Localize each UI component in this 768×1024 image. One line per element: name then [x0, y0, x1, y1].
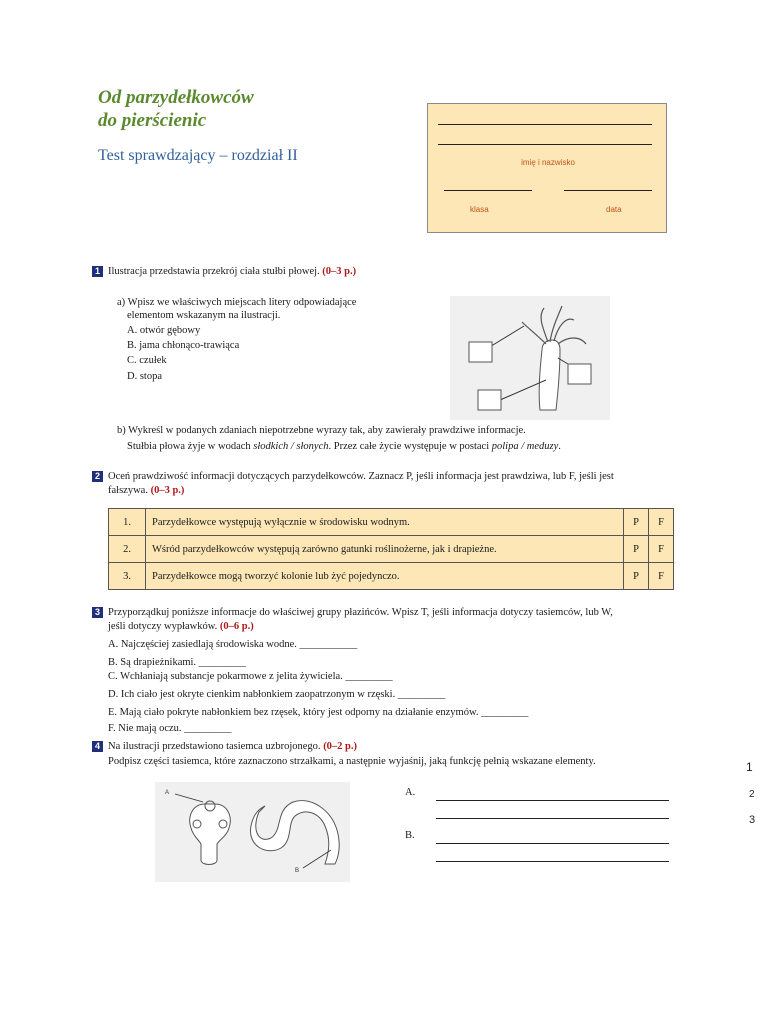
hydra-illustration	[450, 296, 610, 420]
row-number: 2.	[109, 536, 146, 563]
question-2-number: 2	[92, 471, 103, 482]
answer-line-a2[interactable]	[436, 818, 669, 819]
date-label: data	[606, 205, 622, 214]
q1-b-choice-1[interactable]: słodkich / słonych	[253, 441, 329, 452]
question-4-prompt: Na ilustracji przedstawiono tasiemca uzbrojonego.	[108, 741, 321, 752]
question-2-line2	[108, 484, 184, 497]
document-subtitle: Test sprawdzający – rozdział II	[98, 147, 298, 164]
question-3-number: 3	[92, 607, 103, 618]
q3-item-c[interactable]: C. Wchłaniają substancje pokarmowe z jelita żywiciela. _________	[108, 671, 393, 682]
question-3-prompt-end: jeśli dotyczy wypławków.	[108, 621, 218, 632]
q1-a-line1: a) Wpisz we właściwych miejscach litery odpowiadające	[117, 297, 357, 308]
class-line[interactable]	[444, 190, 532, 191]
table-row	[109, 563, 674, 590]
name-line-1[interactable]	[438, 124, 652, 125]
question-3-line1: Przyporządkuj poniższe informacje do właściwej grupy płazińców. Wpisz T, jeśli informacja dotyczy tasiemców, lub W,	[108, 607, 613, 618]
side-number-1: 1	[746, 760, 753, 774]
q1-b-line1: b) Wykreśl w podanych zdaniach niepotrzebne wyrazy tak, aby zawierały prawdziwe informacje.	[117, 425, 526, 436]
false-option[interactable]: F	[649, 563, 674, 590]
date-line[interactable]	[564, 190, 652, 191]
q1-b-text-1: Stułbia płowa żyje w wodach	[127, 441, 254, 452]
question-4-line2: Podpisz części tasiemca, które zaznaczono strzałkami, a następnie wyjaśnij, jaką funkcję pełnią wskazane elementy.	[108, 756, 596, 767]
q1-a-line2: elementom wskazanym na ilustracji.	[127, 310, 281, 321]
question-2-line1: Oceń prawdziwość informacji dotyczących parzydełkowców. Zaznacz P, jeśli informacja jest prawdziwa, lub F, jeśli jest	[108, 471, 614, 482]
fig-label-b: B	[295, 868, 300, 874]
title-line-2: do pierścienic	[98, 110, 207, 131]
table-row	[109, 536, 674, 563]
true-option[interactable]: P	[624, 536, 649, 563]
q1-option-a: A. otwór gębowy	[127, 325, 201, 336]
question-1-text	[108, 265, 356, 278]
q1-b-text-3: .	[558, 441, 561, 452]
q1-option-c: C. czułek	[127, 355, 167, 366]
table-row	[109, 509, 674, 536]
row-statement: Parzydełkowce mogą tworzyć kolonie lub żyć pojedynczo.	[146, 563, 624, 590]
question-2-points: (0–3 p.)	[150, 485, 185, 496]
answer-label-b: B.	[405, 830, 415, 841]
q1-b-text-2: . Przez całe życie występuje w postaci	[328, 441, 492, 452]
answer-label-a: A.	[405, 787, 416, 798]
question-4-text	[108, 740, 357, 753]
q3-item-b[interactable]: B. Są drapieżnikami. _________	[108, 657, 246, 668]
q3-item-f[interactable]: F. Nie mają oczu. _________	[108, 723, 232, 734]
question-3-points: (0–6 p.)	[219, 621, 254, 632]
row-statement: Wśród parzydełkowców występują zarówno gatunki roślinożerne, jak i drapieżne.	[146, 536, 624, 563]
hydra-answer-box-2[interactable]	[568, 364, 591, 384]
q1-option-b: B. jama chłonąco-trawiąca	[127, 340, 240, 351]
hydra-answer-box-1[interactable]	[469, 342, 492, 362]
title-line-1: Od parzydełkowców	[98, 87, 254, 108]
question-1-number: 1	[92, 266, 103, 277]
question-3-line2	[108, 620, 254, 633]
side-number-2: 2	[749, 789, 755, 800]
row-number: 3.	[109, 563, 146, 590]
side-number-3: 3	[749, 814, 756, 826]
question-4-number: 4	[92, 741, 103, 752]
answer-line-b1[interactable]	[436, 843, 669, 844]
answer-line-a1[interactable]	[436, 800, 669, 801]
student-info-box	[427, 103, 667, 233]
row-statement: Parzydełkowce występują wyłącznie w środowisku wodnym.	[146, 509, 624, 536]
answer-line-b2[interactable]	[436, 861, 669, 862]
question-1-points: (0–3 p.)	[322, 266, 357, 277]
q1-option-d: D. stopa	[127, 371, 162, 382]
name-line-2[interactable]	[438, 144, 652, 145]
fig-label-a: A	[165, 790, 170, 796]
false-option[interactable]: F	[649, 536, 674, 563]
q3-item-d[interactable]: D. Ich ciało jest okryte cienkim nabłonkiem zaopatrzonym w rzęski. _________	[108, 689, 446, 700]
q3-item-e[interactable]: E. Mają ciało pokryte nabłonkiem bez rzęsek, który jest odporny na działanie enzymów. _________	[108, 707, 529, 718]
hydra-answer-box-3[interactable]	[478, 390, 501, 410]
question-4-points: (0–2 p.)	[323, 741, 358, 752]
q3-item-a[interactable]: A. Najczęściej zasiedlają środowiska wodne. ___________	[108, 639, 358, 650]
true-option[interactable]: P	[624, 563, 649, 590]
tapeworm-illustration	[155, 782, 350, 882]
question-2-prompt-end: fałszywa.	[108, 485, 148, 496]
q1-b-line2	[127, 440, 561, 453]
hydra-body-shape	[539, 340, 560, 410]
question-1-prompt: Ilustracja przedstawia przekrój ciała stułbi płowej.	[108, 266, 320, 277]
document-title	[98, 86, 254, 132]
class-label: klasa	[470, 205, 489, 214]
true-option[interactable]: P	[624, 509, 649, 536]
row-number: 1.	[109, 509, 146, 536]
false-option[interactable]: F	[649, 509, 674, 536]
true-false-table	[108, 508, 674, 590]
q1-b-choice-2[interactable]: polipa / meduzy	[491, 441, 559, 452]
name-label: imię i nazwisko	[521, 158, 575, 167]
